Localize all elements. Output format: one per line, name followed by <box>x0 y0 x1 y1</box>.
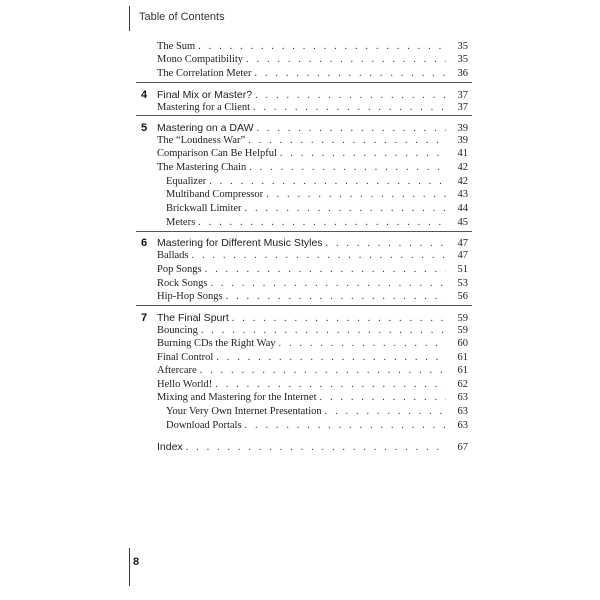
entry-page-number: 61 <box>457 352 468 363</box>
toc-entry[interactable] <box>157 67 468 81</box>
toc-entry[interactable] <box>157 324 468 338</box>
toc-entry[interactable] <box>157 391 468 405</box>
entry-title: Hello World! <box>157 379 213 390</box>
entry-title: Aftercare <box>157 365 197 376</box>
entry-page-number: 39 <box>457 135 468 146</box>
dot-leader <box>279 337 446 351</box>
section-divider <box>136 305 472 306</box>
entry-page-number: 42 <box>457 162 468 173</box>
entry-title: Download Portals <box>166 420 242 431</box>
toc-entry[interactable] <box>157 161 468 175</box>
dot-leader <box>248 134 446 148</box>
toc-entry[interactable] <box>166 188 468 202</box>
toc-chapter-entry[interactable] <box>157 121 468 135</box>
toc-chapter-entry[interactable] <box>157 88 468 102</box>
toc-entry[interactable] <box>157 40 468 54</box>
dot-leader <box>186 441 446 455</box>
dot-leader <box>192 249 447 263</box>
entry-page-number: 56 <box>457 291 468 302</box>
section-divider <box>136 231 472 232</box>
entry-title: Index <box>157 441 183 453</box>
entry-title: Brickwall Limiter <box>166 203 242 214</box>
toc-entry[interactable] <box>157 134 468 148</box>
toc-entry[interactable] <box>157 101 468 115</box>
dot-leader <box>205 263 446 277</box>
entry-title: Meters <box>166 217 196 228</box>
entry-page-number: 62 <box>457 379 468 390</box>
toc-index-entry[interactable] <box>157 440 468 454</box>
entry-title: Rock Songs <box>157 278 208 289</box>
entry-title: The Correlation Meter <box>157 68 252 79</box>
toc-entry[interactable] <box>166 405 468 419</box>
entry-page-number: 39 <box>457 123 468 134</box>
toc-entry[interactable] <box>157 277 468 291</box>
entry-title: Mastering for a Client <box>157 102 251 113</box>
dot-leader <box>198 216 446 230</box>
entry-title: Mastering for Different Music Styles <box>157 237 323 249</box>
entry-title: The Sum <box>157 41 196 52</box>
toc-entry[interactable] <box>157 263 468 277</box>
dot-leader <box>245 419 446 433</box>
entry-title: The “Loudness War” <box>157 135 246 146</box>
toc-entry[interactable] <box>157 290 468 304</box>
toc-entry[interactable] <box>166 175 468 189</box>
chapter-number: 7 <box>141 312 148 324</box>
entry-title: Mono Compatibility <box>157 54 244 65</box>
entry-title: Final Mix or Master? <box>157 89 253 101</box>
entry-page-number: 35 <box>457 41 468 52</box>
entry-page-number: 37 <box>457 90 468 101</box>
entry-page-number: 59 <box>457 313 468 324</box>
toc-chapter-entry[interactable] <box>157 236 468 250</box>
dot-leader <box>249 161 446 175</box>
toc-entry[interactable] <box>157 249 468 263</box>
header-rule <box>129 6 130 31</box>
entry-page-number: 63 <box>457 392 468 403</box>
toc-entry[interactable] <box>157 351 468 365</box>
entry-page-number: 60 <box>457 338 468 349</box>
dot-leader <box>254 67 446 81</box>
entry-page-number: 53 <box>457 278 468 289</box>
dot-leader <box>245 202 446 216</box>
entry-page-number: 61 <box>457 365 468 376</box>
dot-leader <box>280 147 446 161</box>
entry-page-number: 67 <box>457 442 468 453</box>
entry-title: The Final Spurt <box>157 312 229 324</box>
dot-leader <box>226 290 446 304</box>
entry-page-number: 47 <box>457 238 468 249</box>
entry-page-number: 47 <box>457 250 468 261</box>
toc-entry[interactable] <box>166 419 468 433</box>
dot-leader <box>215 378 446 392</box>
entry-page-number: 59 <box>457 325 468 336</box>
entry-title: Multiband Compressor <box>166 189 264 200</box>
section-divider <box>136 115 472 116</box>
page-number: 8 <box>133 556 140 568</box>
toc-entry[interactable] <box>157 364 468 378</box>
dot-leader <box>266 188 446 202</box>
dot-leader <box>320 391 447 405</box>
entry-title: Ballads <box>157 250 189 261</box>
toc-chapter-entry[interactable] <box>157 311 468 325</box>
entry-title: Hip-Hop Songs <box>157 291 223 302</box>
entry-title: Equalizer <box>166 176 207 187</box>
chapter-number: 5 <box>141 122 148 134</box>
entry-title: Comparison Can Be Helpful <box>157 148 277 159</box>
entry-title: Your Very Own Internet Presentation <box>166 406 322 417</box>
entry-page-number: 42 <box>457 176 468 187</box>
entry-title: Bouncing <box>157 325 198 336</box>
entry-title: The Mastering Chain <box>157 162 247 173</box>
toc-entry[interactable] <box>157 337 468 351</box>
footer-rule <box>129 548 130 586</box>
toc-entry[interactable] <box>157 53 468 67</box>
dot-leader <box>246 53 446 67</box>
entry-page-number: 63 <box>457 420 468 431</box>
entry-page-number: 43 <box>457 189 468 200</box>
entry-page-number: 44 <box>457 203 468 214</box>
entry-page-number: 45 <box>457 217 468 228</box>
entry-page-number: 37 <box>457 102 468 113</box>
dot-leader <box>198 40 446 54</box>
entry-page-number: 41 <box>457 148 468 159</box>
entry-title: Burning CDs the Right Way <box>157 338 276 349</box>
dot-leader <box>216 351 446 365</box>
chapter-number: 4 <box>141 89 148 101</box>
entry-title: Mastering on a DAW <box>157 122 254 134</box>
dot-leader <box>209 175 446 189</box>
entry-title: Pop Songs <box>157 264 202 275</box>
toc-entry[interactable] <box>166 216 468 230</box>
dot-leader <box>200 364 446 378</box>
dot-leader <box>325 405 446 419</box>
entry-title: Final Control <box>157 352 214 363</box>
entry-page-number: 51 <box>457 264 468 275</box>
dot-leader <box>201 324 446 338</box>
toc-entry[interactable] <box>157 147 468 161</box>
entry-title: Mixing and Mastering for the Internet <box>157 392 317 403</box>
dot-leader <box>253 101 446 115</box>
chapter-number: 6 <box>141 237 148 249</box>
toc-entry[interactable] <box>157 378 468 392</box>
page-header-title: Table of Contents <box>139 11 225 23</box>
section-divider <box>136 82 472 83</box>
dot-leader <box>210 277 446 291</box>
entry-page-number: 63 <box>457 406 468 417</box>
entry-page-number: 36 <box>457 68 468 79</box>
entry-page-number: 35 <box>457 54 468 65</box>
toc-entry[interactable] <box>166 202 468 216</box>
